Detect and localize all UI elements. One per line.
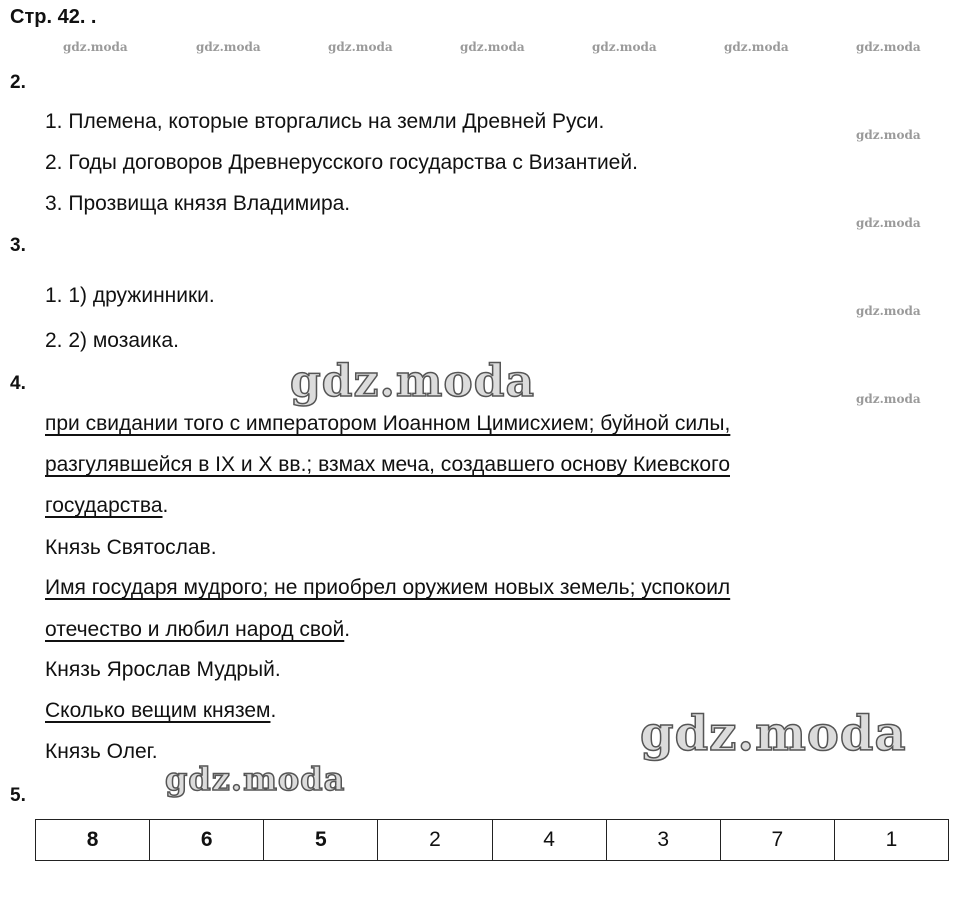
quote-text: Сколько вещим князем: [45, 699, 271, 722]
quote-text: при свидании того с императором Иоанном Цимисхием; буйной силы,: [45, 412, 731, 435]
watermark: gdz.moda: [460, 40, 525, 54]
list-item: 1. Племена, которые вторгались на земли Древней Руси.: [45, 110, 605, 133]
watermark: gdz.moda: [856, 40, 921, 54]
watermark: gdz.moda: [856, 128, 921, 142]
section-2-number: 2.: [10, 72, 26, 93]
list-item: 2. Годы договоров Древнерусского государства с Византией.: [45, 151, 638, 174]
quote-text: отечество и любил народ свой: [45, 618, 345, 641]
answer-text: Князь Олег.: [45, 740, 158, 763]
quote-text: государства: [45, 494, 163, 517]
quote-end: .: [270, 699, 277, 722]
watermark: gdz.moda: [63, 40, 128, 54]
table-cell: 3: [606, 820, 720, 861]
answer-table: [35, 819, 949, 861]
quote-text: разгулявшейся в IX и X вв.; взмах меча, создавшего основу Киевского: [45, 453, 730, 476]
table-cell: 1: [834, 820, 948, 861]
table-cell: 7: [720, 820, 834, 861]
watermark: gdz.moda: [856, 304, 921, 318]
quote-line: [45, 412, 730, 436]
section-3-number: 3.: [10, 235, 26, 256]
watermark: gdz.moda: [856, 392, 921, 406]
quote-line: [45, 576, 730, 600]
quote-line: [45, 453, 730, 477]
answer-text: Князь Ярослав Мудрый.: [45, 658, 281, 681]
answer-text: Князь Святослав.: [45, 536, 217, 559]
list-item: 1. 1) дружинники.: [45, 284, 215, 307]
quote-end: .: [162, 494, 169, 517]
watermark: gdz.moda: [290, 356, 536, 407]
page-title: Стр. 42. .: [10, 6, 97, 28]
table-row: [36, 820, 949, 861]
section-5-number: 5.: [10, 785, 26, 806]
quote-line: [45, 699, 276, 723]
section-4-number: 4.: [10, 373, 26, 394]
table-cell: 5: [264, 820, 378, 861]
table-cell: 4: [492, 820, 606, 861]
watermark: gdz.moda: [856, 216, 921, 230]
quote-line: [45, 494, 168, 518]
watermark: gdz.moda: [592, 40, 657, 54]
table-cell: 6: [150, 820, 264, 861]
list-item: 2. 2) мозаика.: [45, 329, 179, 352]
watermark: gdz.moda: [165, 760, 346, 798]
watermark: gdz.moda: [724, 40, 789, 54]
table-cell: 2: [378, 820, 492, 861]
watermark: gdz.moda: [640, 706, 907, 762]
quote-line: [45, 618, 350, 642]
quote-text: Имя государя мудрого; не приобрел оружием новых земель; успокоил: [45, 576, 731, 599]
list-item: 3. Прозвища князя Владимира.: [45, 192, 351, 215]
watermark: gdz.moda: [328, 40, 393, 54]
table-cell: 8: [36, 820, 150, 861]
watermark: gdz.moda: [196, 40, 261, 54]
quote-end: .: [344, 618, 351, 641]
